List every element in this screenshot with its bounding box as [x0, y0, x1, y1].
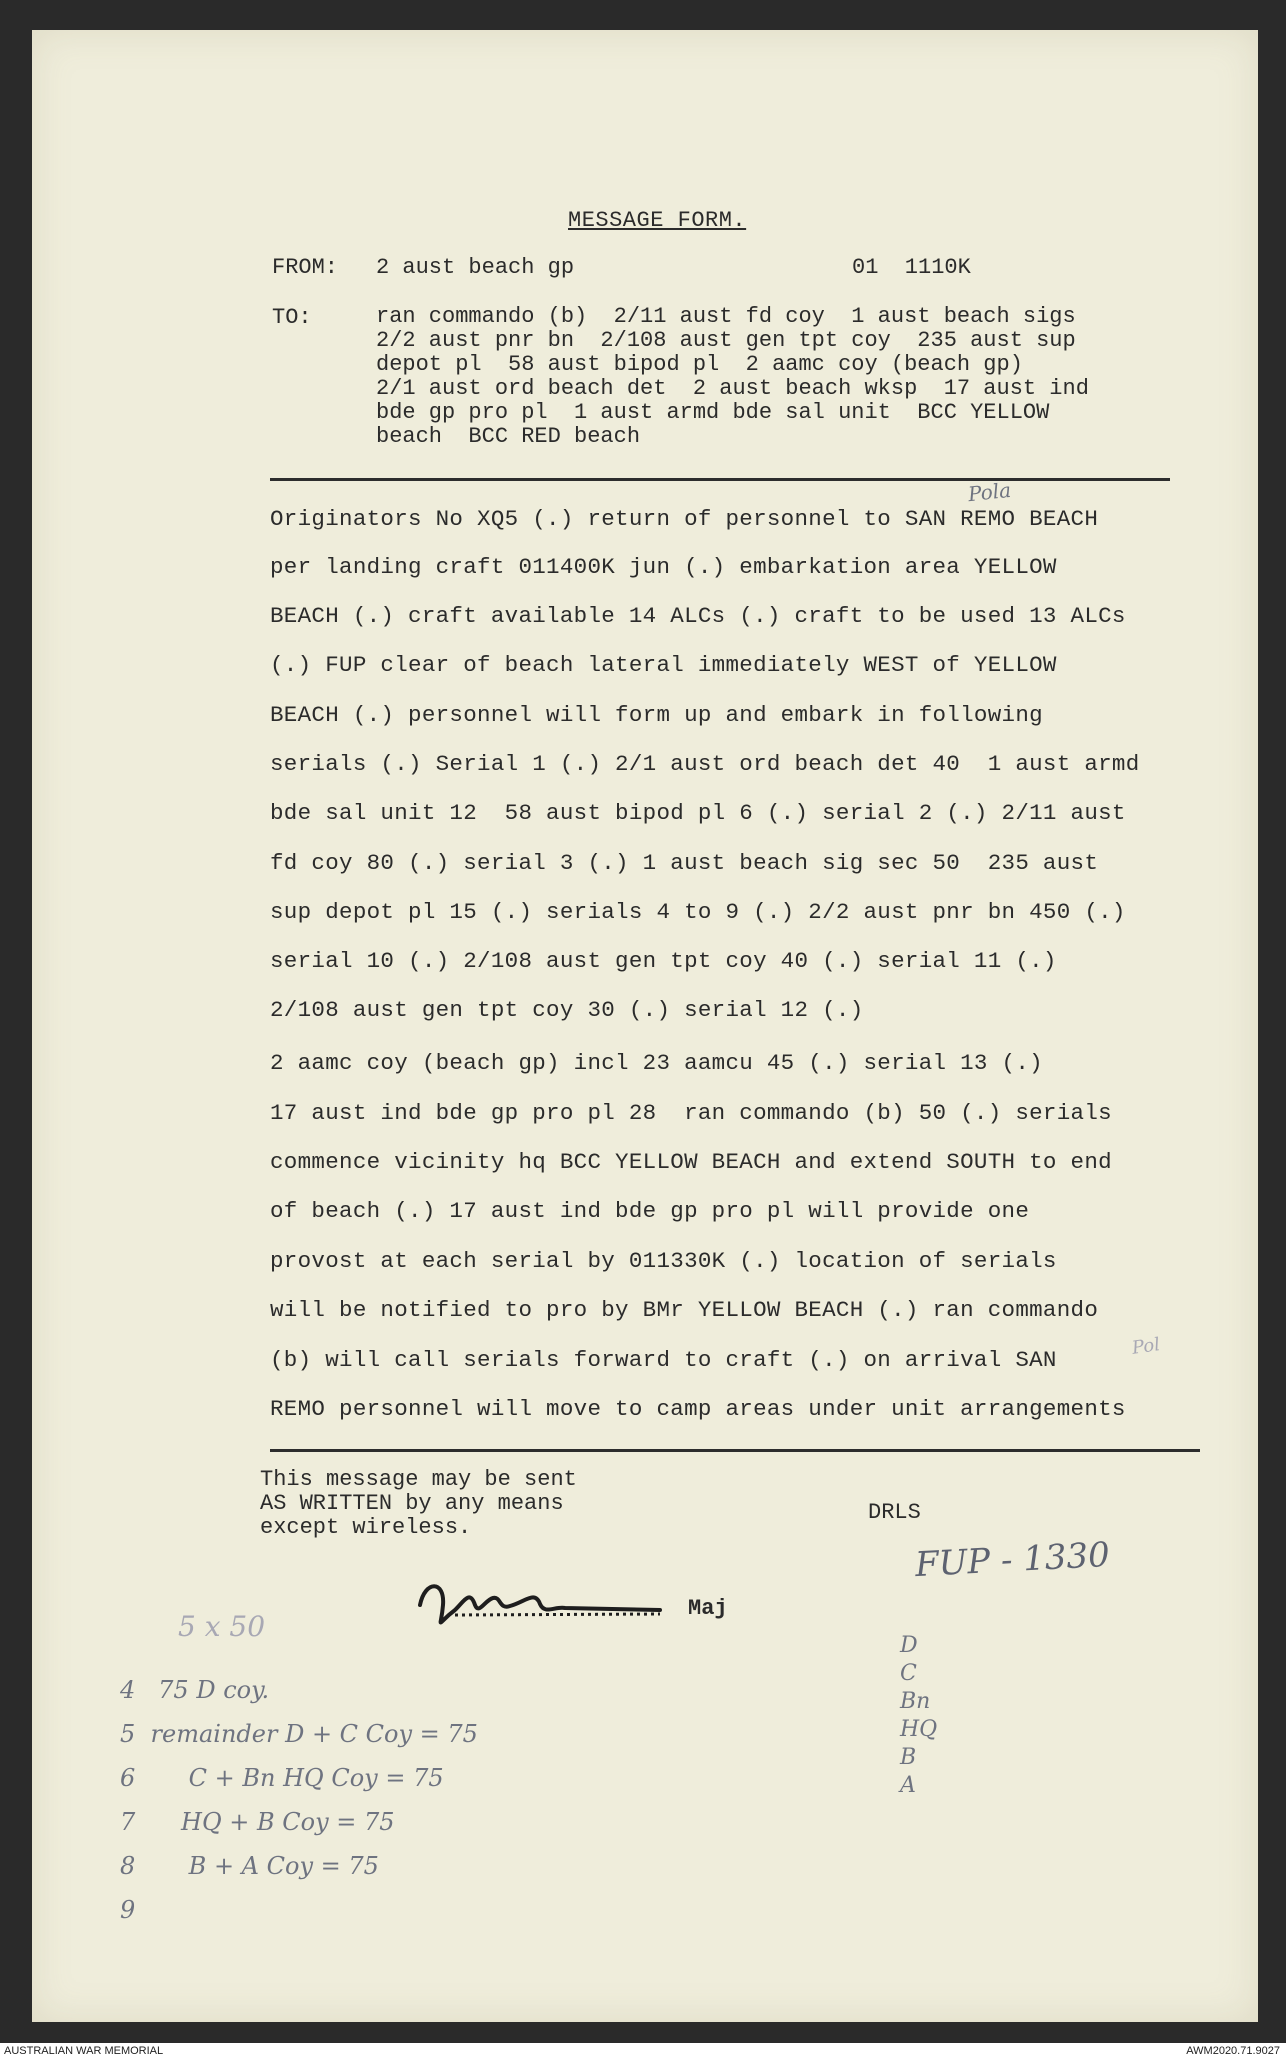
drls-label: DRLS — [868, 1500, 921, 1525]
header-divider — [270, 478, 1170, 481]
handwritten-pola: Pola — [966, 477, 1013, 507]
coy-letter: C — [900, 1661, 917, 1686]
serial-note-line: 5 remainder D + C Coy = 75 — [120, 1720, 478, 1748]
addressee-line: bde gp pro pl 1 aust armd bde sal unit BCC YELLOW — [376, 400, 1050, 425]
coy-letter: D — [900, 1633, 918, 1658]
note-line: except wireless. — [260, 1515, 472, 1540]
archive-footer — [0, 2043, 1286, 2061]
body-line: serials (.) Serial 1 (.) 2/1 aust ord beach det 40 1 aust armd — [270, 751, 1140, 777]
form-title: MESSAGE FORM. — [568, 208, 747, 233]
archive-reference: AWM2020.71.9027 — [1186, 2045, 1280, 2057]
handwritten-pol: Pol — [1130, 1334, 1162, 1359]
body-line: BEACH (.) craft available 14 ALCs (.) craft to be used 13 ALCs — [270, 603, 1126, 629]
to-label: TO: — [272, 305, 312, 330]
coy-letter: A — [900, 1773, 916, 1798]
coy-letter: B — [900, 1745, 917, 1770]
serial-note-line: 7 HQ + B Coy = 75 — [120, 1808, 395, 1836]
body-line: BEACH (.) personnel will form up and embark in following — [270, 702, 1043, 728]
body-line: (b) will call serials forward to craft (.) on arrival SAN — [270, 1347, 1057, 1373]
transmission-note — [260, 1468, 577, 1540]
serial-note-line: 8 B + A Coy = 75 — [120, 1852, 379, 1880]
date-time-group: 01 1110K — [852, 255, 971, 280]
body-line: 2/108 aust gen tpt coy 30 (.) serial 12 (.) — [270, 997, 864, 1023]
note-line: AS WRITTEN by any means — [260, 1491, 564, 1516]
body-line: per landing craft 011400K jun (.) embarkation area YELLOW — [270, 554, 1057, 580]
body-line: 17 aust ind bde gp pro pl 28 ran commando (b) 50 (.) serials — [270, 1100, 1112, 1126]
archive-name: AUSTRALIAN WAR MEMORIAL — [4, 2045, 164, 2057]
body-line: commence vicinity hq BCC YELLOW BEACH and extend SOUTH to end — [270, 1149, 1112, 1175]
body-line: bde sal unit 12 58 aust bipod pl 6 (.) serial 2 (.) 2/11 aust — [270, 800, 1126, 826]
coy-letter: Bn — [900, 1689, 931, 1714]
body-line: Originators No XQ5 (.) return of personnel to SAN REMO BEACH — [270, 506, 1099, 532]
rank-label: Maj — [688, 1596, 728, 1621]
handwritten-fup-note: FUP - 1330 — [914, 1534, 1111, 1586]
from-label: FROM: — [272, 255, 339, 280]
serial-note-line: 9 — [120, 1896, 136, 1924]
addressee-line: 2/1 aust ord beach det 2 aust beach wksp 17 aust ind — [376, 376, 1089, 401]
body-line: sup depot pl 15 (.) serials 4 to 9 (.) 2/2 aust pnr bn 450 (.) — [270, 899, 1126, 925]
addressee-line: ran commando (b) 2/11 aust fd coy 1 aust beach sigs — [376, 304, 1076, 329]
body-line: (.) FUP clear of beach lateral immediately WEST of YELLOW — [270, 652, 1057, 678]
body-line: of beach (.) 17 aust ind bde gp pro pl will provide one — [270, 1198, 1030, 1224]
body-line: serial 10 (.) 2/108 aust gen tpt coy 40 (.) serial 11 (.) — [270, 948, 1057, 974]
addressee-line: beach BCC RED beach — [376, 424, 641, 449]
handwritten-coy-letters — [900, 1632, 937, 1800]
body-line: REMO personnel will move to camp areas under unit arrangements — [270, 1396, 1126, 1422]
body-divider — [270, 1449, 1200, 1452]
body-line: fd coy 80 (.) serial 3 (.) 1 aust beach sig sec 50 235 aust — [270, 850, 1099, 876]
handwritten-5x50: 5 x 50 — [178, 1610, 266, 1643]
body-line: 2 aamc coy (beach gp) incl 23 aamcu 45 (.) serial 13 (.) — [270, 1050, 1043, 1076]
serial-note-line: 6 C + Bn HQ Coy = 75 — [120, 1764, 444, 1792]
serial-note-line: 4 75 D coy. — [120, 1676, 270, 1704]
handwritten-serial-list — [120, 1668, 478, 1932]
signature-scribble — [415, 1570, 665, 1630]
addressee-line: depot pl 58 aust bipod pl 2 aamc coy (beach gp) — [376, 352, 1023, 377]
body-line: will be notified to pro by BMr YELLOW BEACH (.) ran commando — [270, 1297, 1099, 1323]
coy-letter: HQ — [900, 1717, 938, 1742]
note-line: This message may be sent — [260, 1467, 577, 1492]
addressee-line: 2/2 aust pnr bn 2/108 aust gen tpt coy 235 aust sup — [376, 328, 1076, 353]
body-line: provost at each serial by 011330K (.) location of serials — [270, 1248, 1057, 1274]
from-value: 2 aust beach gp — [376, 255, 575, 280]
addressee-block — [376, 305, 1089, 449]
